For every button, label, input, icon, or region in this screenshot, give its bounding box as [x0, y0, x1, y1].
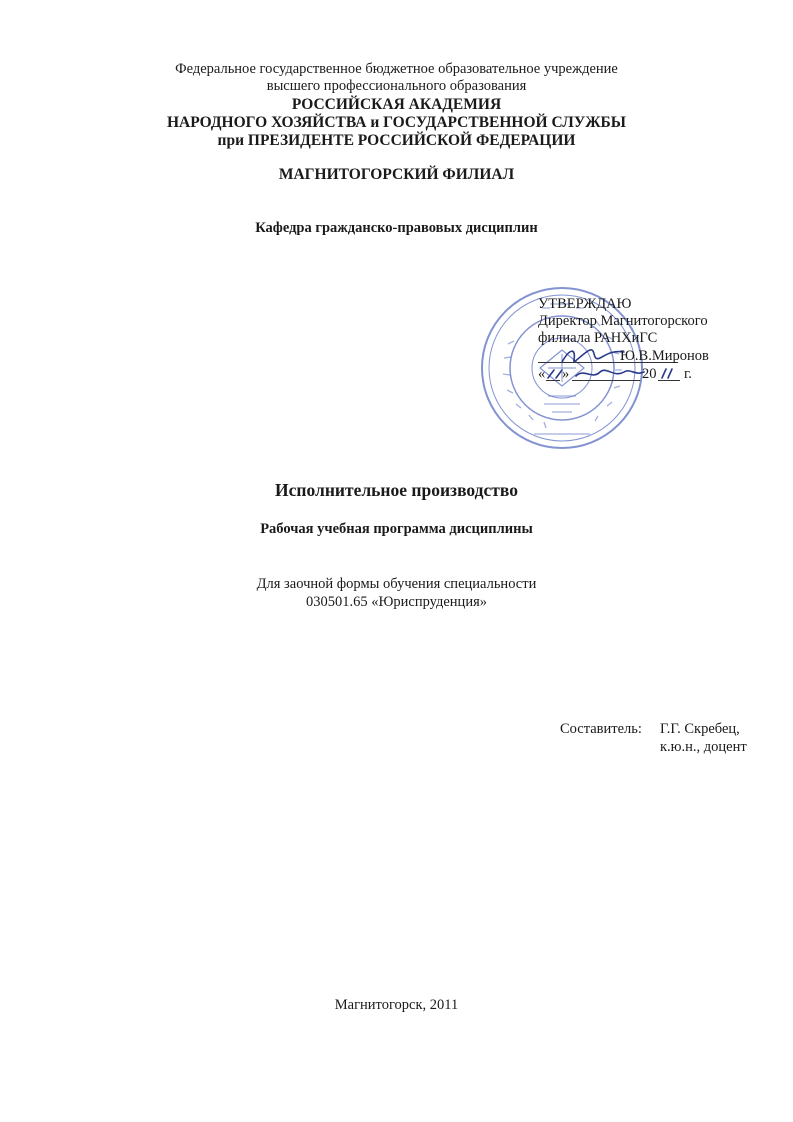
- approval-heading: УТВЕРЖДАЮ: [538, 296, 632, 312]
- specialty-line: 030501.65 «Юриспруденция»: [305, 594, 488, 610]
- program-subtitle: Рабочая учебная программа дисциплины: [260, 521, 533, 537]
- date-quote-close: »: [562, 366, 570, 382]
- education-level-line: высшего профессионального образования: [266, 78, 527, 94]
- city-year: Магнитогорск, 2011: [334, 997, 459, 1013]
- handwritten-date: [544, 364, 684, 384]
- author-degree: к.ю.н., доцент: [660, 739, 747, 755]
- study-form-line: Для заочной формы обучения специальности: [256, 576, 537, 592]
- year-prefix: 20: [642, 366, 657, 382]
- approver-name: Ю.В.Миронов: [620, 348, 709, 364]
- approval-date-line: [538, 366, 718, 384]
- academy-name-line-2: НАРОДНОГО ХОЗЯЙСТВА и ГОСУДАРСТВЕННОЙ СЛУЖБЫ: [166, 114, 627, 131]
- academy-name-line-3: при ПРЕЗИДЕНТЕ РОССИЙСКОЙ ФЕДЕРАЦИИ: [217, 132, 576, 149]
- academy-name-line-1: РОССИЙСКАЯ АКАДЕМИЯ: [291, 96, 502, 113]
- author-label: Составитель:: [560, 721, 642, 737]
- branch-name: МАГНИТОГОРСКИЙ ФИЛИАЛ: [278, 166, 515, 183]
- institution-type-line: Федеральное государственное бюджетное образовательное учреждение: [175, 61, 618, 77]
- discipline-title: Исполнительное производство: [275, 480, 518, 500]
- year-suffix: г.: [684, 366, 692, 382]
- department-name: Кафедра гражданско-правовых дисциплин: [255, 220, 538, 236]
- date-quote-open: «: [538, 366, 546, 382]
- author-name: Г.Г. Скребец,: [660, 721, 740, 737]
- approver-position-line-1: Директор Магнитогорского: [538, 313, 708, 329]
- approver-position-line-2: филиала РАНХиГС: [538, 330, 658, 346]
